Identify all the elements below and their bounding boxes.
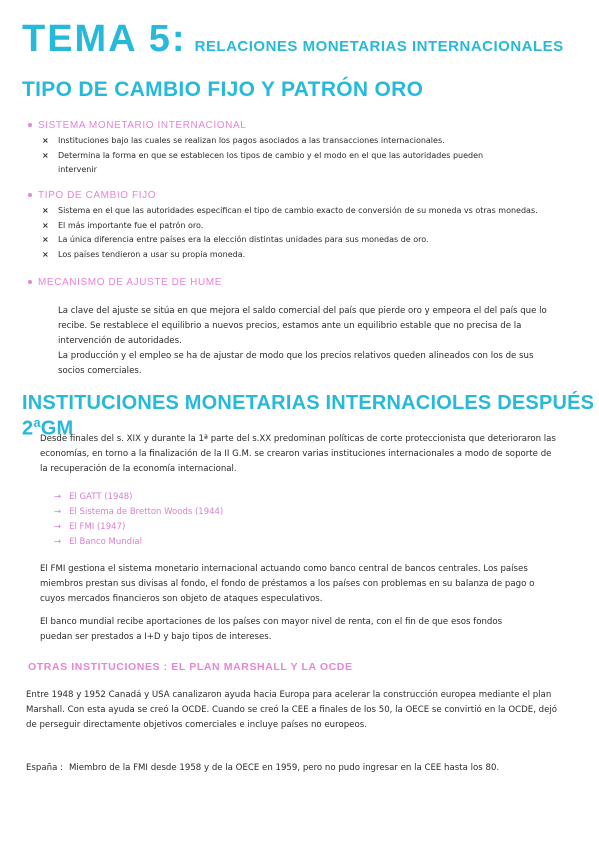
bullet-dot-icon [28, 280, 32, 284]
hume-paragraph-2: La producción y el empleo se ha de ajustar de modo que los precios relativos queden alineados con los de sus socios comerciales. [58, 351, 534, 376]
sistema-list [42, 134, 508, 178]
bullet-dot-icon [28, 123, 32, 127]
tema-number: TEMA 5: [22, 18, 187, 60]
list-item: × Sistema en el que las autoridades especifican el tipo de cambio exacto de conversión de su moneda vs otras monedas. [42, 204, 538, 219]
espana-note [26, 761, 539, 776]
list-item: × El más importante fue el patrón oro. [42, 219, 538, 234]
x-bullet-icon: × [42, 136, 49, 145]
arrow-right-icon: → [54, 492, 62, 502]
x-bullet-icon: × [42, 150, 49, 160]
otras-instituciones-heading: OTRAS INSTITUCIONES : EL PLAN MARSHALL Y LA OCDE [28, 661, 353, 673]
hume-paragraph-1: La clave del ajuste se sitúa en que mejora el saldo comercial del país que pierde oro y empeora el del país que lo recibe. Se restablece el equilibrio a nuevos precios, estamos ante un equilibrio estable que no precisa de la intervención de autoridades. [58, 306, 547, 346]
page-title [22, 18, 564, 61]
list-item: × La única diferencia entre países era la elección distintas unidades para sus monedas de oro. [42, 233, 538, 248]
list-item: × Los países tendieron a usar su propia moneda. [42, 248, 538, 263]
list-item: → El Banco Mundial [54, 535, 223, 550]
banco-mundial-paragraph: El banco mundial recibe aportaciones de los países con mayor nivel de renta, con el fin de que esos fondos puedan ser prestados a I+D y bajo tipos de intereses. [40, 617, 503, 642]
marshall-paragraph: Entre 1948 y 1952 Canadá y USA canalizaron ayuda hacia Europa para acelerar la construcción europea mediante el plan Marshall. Con esta ayuda se creó la OCDE. Cuando se creó la CEE a finales de los 50, la OECE se convirtió en la OCDE, dejó de perseguir directamente objetivos comerciales e incluye países no europeos. [26, 690, 558, 730]
espana-text: Miembro de la FMI desde 1958 y de la OECE en 1959, pero no pudo ingresar en la CEE hasta los 80. [68, 763, 500, 773]
x-bullet-icon: × [42, 249, 49, 259]
arrow-right-icon: → [54, 537, 62, 547]
tipo-cambio-list [42, 204, 538, 262]
sub-heading-hume: MECANISMO DE AJUSTE DE HUME [28, 277, 222, 288]
espana-label: España : [26, 763, 63, 773]
institutions-list [54, 490, 223, 550]
arrow-right-icon: → [54, 522, 62, 532]
bullet-dot-icon [28, 193, 32, 197]
x-bullet-icon: × [42, 206, 49, 215]
x-bullet-icon: × [42, 235, 49, 244]
list-item: → El Sistema de Bretton Woods (1944) [54, 505, 223, 520]
list-item: × Determina la forma en que se establecen los tipos de cambio y el modo en el que las autoridades pueden intervenir [42, 149, 508, 178]
list-item: × Instituciones bajo las cuales se realizan los pagos asociados a las transacciones internacionales. [42, 134, 508, 149]
x-bullet-icon: × [42, 220, 49, 230]
fmi-paragraph: El FMI gestiona el sistema monetario internacional actuando como banco central de bancos centrales. Los países miembros prestan sus divisas al fondo, el fondo de préstamos a los países con problemas en su balanza de pago o cuyos mercados financieros son objeto de ataques especulativos. [40, 564, 535, 604]
sub-heading-tipo-cambio: TIPO DE CAMBIO FIJO [28, 190, 156, 201]
instituciones-intro: Desde finales del s. XIX y durante la 1ª parte del s.XX predominan políticas de corte proteccionista que deterioraron las economías, en torno a la finalización de la II G.M. se crearon varias instituciones internacionales a modo de soporte de la recuperación de la economía internacional. [40, 434, 556, 474]
section1-title: TIPO DE CAMBIO FIJO Y PATRÓN ORO [22, 78, 424, 101]
arrow-right-icon: → [54, 507, 62, 517]
sub-heading-sistema: SISTEMA MONETARIO INTERNACIONAL [28, 120, 246, 131]
section2-title: INSTITUCIONES MONETARIAS INTERNACIOLES DESPUÉS 2$^a$GM [22, 392, 595, 440]
list-item: → El GATT (1948) [54, 490, 223, 505]
tema-subtitle: RELACIONES MONETARIAS INTERNACIONALES [194, 38, 564, 55]
list-item: → El FMI (1947) [54, 520, 223, 535]
